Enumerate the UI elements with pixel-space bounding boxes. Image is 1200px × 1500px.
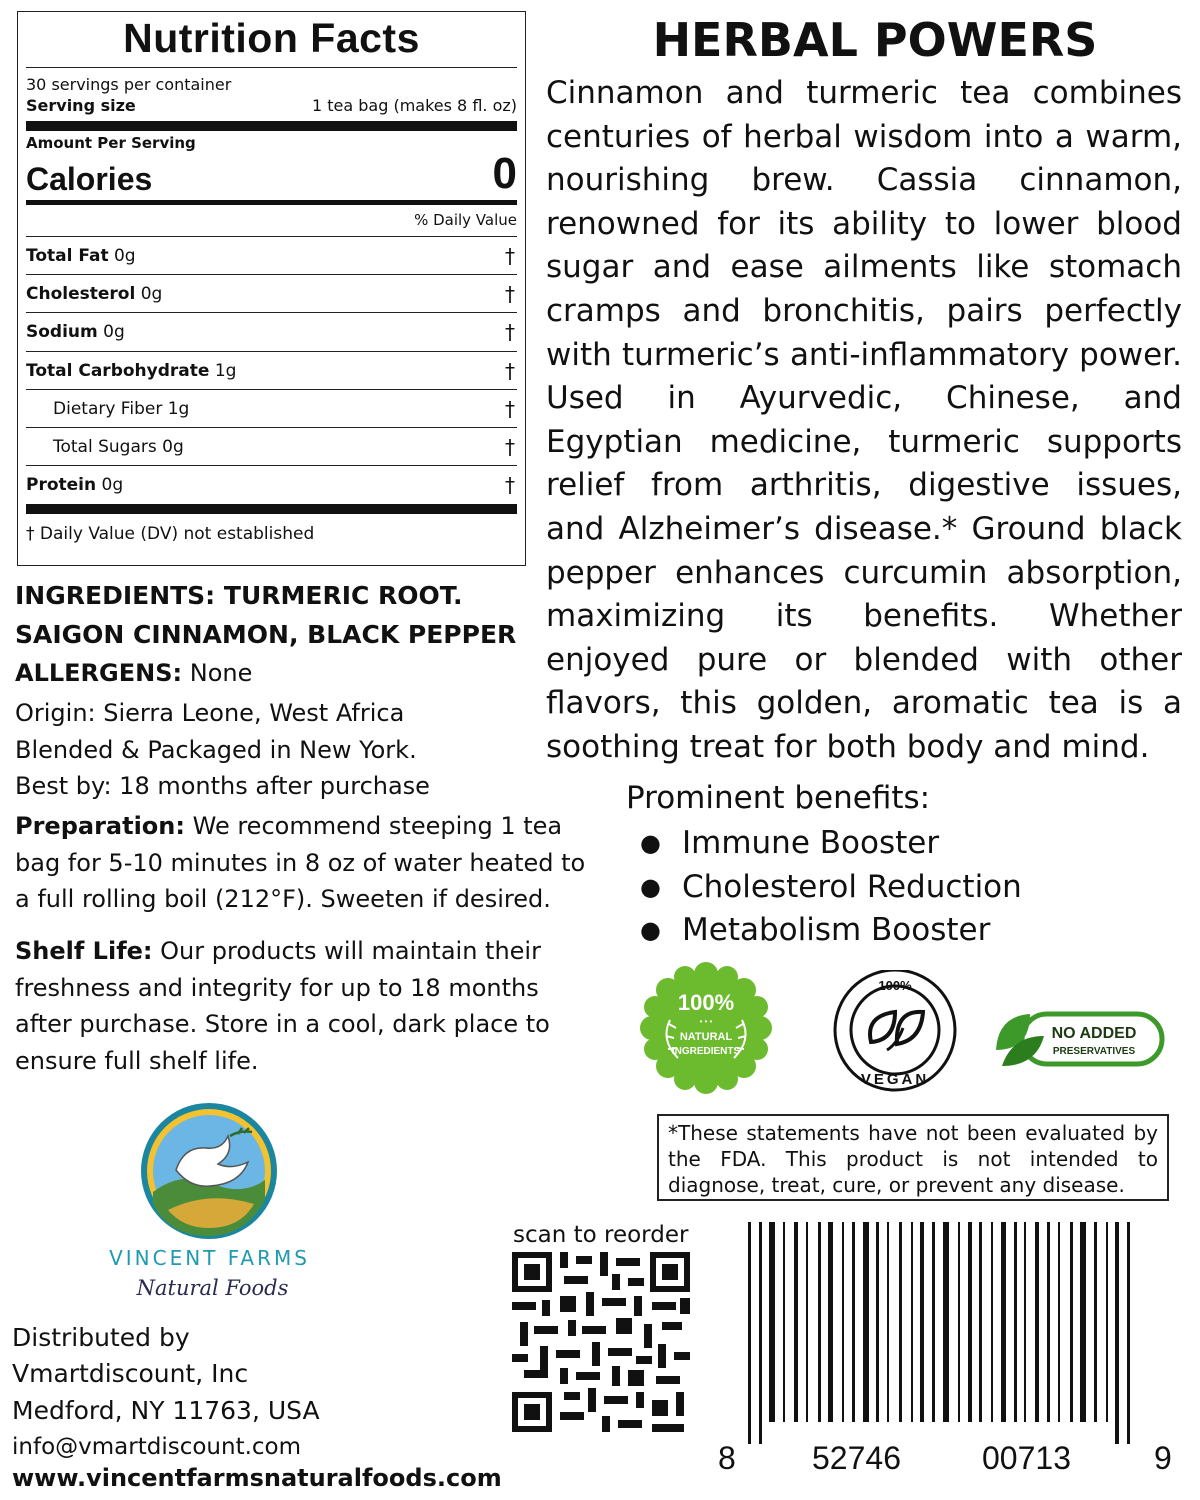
origin-info xyxy=(15,695,430,805)
nutrient-row xyxy=(26,313,517,351)
nutrient-dv: † xyxy=(505,434,515,459)
benefits-heading: Prominent benefits: xyxy=(626,780,931,816)
preservatives-badge-line1: NO ADDED xyxy=(1051,1025,1137,1042)
barcode-digit: 9 xyxy=(1154,1440,1172,1476)
natural-ingredients-badge-icon xyxy=(640,962,772,1094)
distributor-email[interactable]: info@vmartdiscount.com xyxy=(12,1434,302,1461)
shelf-life-text: ensure full shelf life. xyxy=(15,1046,259,1075)
nutrient-dv: † xyxy=(505,320,515,345)
calories-value: 0 xyxy=(492,149,517,198)
benefit-text: Cholesterol Reduction xyxy=(682,868,1022,905)
serving-size-label: Serving size xyxy=(26,96,136,115)
nutrient-name: Sodium xyxy=(26,322,98,343)
distributor-line: Medford, NY 11763, USA xyxy=(12,1395,320,1425)
bullet-icon: ● xyxy=(640,916,661,944)
nutrient-amount: 0g xyxy=(103,322,125,343)
servings-per-container: 30 servings per container xyxy=(26,75,232,94)
nutrient-row xyxy=(26,352,517,390)
distributor-line: Vmartdiscount, Inc xyxy=(12,1359,249,1389)
list-item xyxy=(640,866,1022,910)
nutrient-name: Cholesterol xyxy=(26,284,136,305)
preservatives-badge-line2: PRESERVATIVES xyxy=(1052,1046,1136,1057)
bullet-icon: ● xyxy=(640,829,661,857)
nutrient-name: Total Carbohydrate xyxy=(26,360,210,381)
nutrient-dv: † xyxy=(505,282,515,307)
list-item xyxy=(640,909,1022,953)
benefit-text: Metabolism Booster xyxy=(682,912,991,948)
nutrient-name: Dietary Fiber 1g xyxy=(53,398,190,419)
barcode-digit: 52746 xyxy=(812,1440,901,1476)
natural-badge-word2: INGREDIENTS xyxy=(671,1046,741,1057)
shelf-life-text: Our products will maintain their xyxy=(152,937,541,965)
herbal-powers-title: HERBAL POWERS xyxy=(652,13,1098,67)
herbal-powers-description: Cinnamon and turmeric tea combines centuries of herbal wisdom into a warm, nourishing brew. Cassia cinnamon, renowned for its ability to lower blood sugar and ease ailments like stomach cramps and bronchitis, pairs perfectly with turmeric’s anti-inflammatory power. Used in Ayurvedic, Chinese, and Egyptian medicine, turmeric supports relief from arthritis, digestive issues, and Alzheimer’s disease.* Ground black pepper enhances curcumin absorption, maximizing its benefits. Whether enjoyed pure or blended with other flavors, this golden, aromatic tea is a soothing treat for both body and mind. xyxy=(546,75,1182,765)
nutrient-name: Total Fat xyxy=(26,246,109,266)
distributor-info xyxy=(12,1320,320,1466)
nutrient-row xyxy=(26,466,517,504)
vegan-badge-percent: 100% xyxy=(878,978,912,993)
nutrient-amount: 1g xyxy=(214,360,237,381)
ingredients-line: SAIGON CINNAMON, BLACK PEPPER xyxy=(15,620,517,649)
nutrient-dv: † xyxy=(505,396,515,421)
allergens-label: ALLERGENS: xyxy=(15,659,183,687)
natural-badge-word: NATURAL xyxy=(679,1031,733,1043)
nutrient-dv: † xyxy=(505,473,515,498)
barcode-icon xyxy=(740,1222,1180,1444)
shelf-life-text: freshness and integrity for up to 18 months xyxy=(15,973,539,1002)
nutrient-name: Protein xyxy=(26,475,97,496)
barcode-digit: 00713 xyxy=(982,1440,1071,1476)
best-by-text: Best by: 18 months after purchase xyxy=(15,772,430,800)
nutrient-row xyxy=(26,428,517,466)
nutrient-name: Total Sugars 0g xyxy=(53,436,184,457)
benefit-text: Immune Booster xyxy=(682,825,940,861)
brand-name: VINCENT FARMS xyxy=(109,1246,310,1270)
thick-divider xyxy=(26,504,517,514)
serving-size-value: 1 tea bag (makes 8 fl. oz) xyxy=(311,96,517,115)
shelf-life-label: Shelf Life: xyxy=(15,937,153,965)
list-item xyxy=(640,822,1022,866)
scan-label: scan to reorder xyxy=(513,1222,689,1248)
nutrient-dv: † xyxy=(505,244,515,268)
nutrient-row xyxy=(26,237,517,275)
nutrient-amount: 0g xyxy=(140,284,163,305)
nutrient-dv: † xyxy=(505,358,515,383)
vincent-farms-logo xyxy=(138,1100,280,1242)
natural-badge-percent: 100% xyxy=(677,990,735,1015)
nutrient-row xyxy=(26,275,517,313)
benefits-list xyxy=(640,822,1022,953)
vegan-badge-word: VEGAN xyxy=(860,1071,930,1088)
calories-row xyxy=(26,149,517,198)
nutrient-amount: 0g xyxy=(113,246,136,266)
distributor-line: Distributed by xyxy=(12,1323,190,1352)
nutrient-amount: 0g xyxy=(101,475,124,496)
thick-divider xyxy=(26,121,517,131)
amount-per-serving: Amount Per Serving xyxy=(26,134,196,152)
bullet-icon: ● xyxy=(640,872,661,901)
preparation-label: Preparation: xyxy=(15,812,185,840)
fda-disclaimer: *These statements have not been evaluated by the FDA. This product is not intended to diagnose, treat, cure, or prevent any disease. xyxy=(657,1114,1169,1201)
website-link[interactable]: www.vincentfarmsnaturalfoods.com xyxy=(12,1464,502,1492)
no-preservatives-badge-icon xyxy=(992,1010,1166,1070)
qr-code-icon[interactable] xyxy=(512,1252,690,1432)
brand-tagline: Natural Foods xyxy=(136,1276,289,1300)
blended-text: Blended & Packaged in New York. xyxy=(15,735,417,764)
daily-value-header: % Daily Value xyxy=(26,205,517,237)
serving-size-row xyxy=(26,95,517,119)
nutrition-footnote: † Daily Value (DV) not established xyxy=(26,524,315,545)
preparation-text: We recommend steeping 1 tea xyxy=(184,812,563,840)
preparation-text: a full rolling boil (212°F). Sweeten if desired. xyxy=(15,885,551,913)
barcode-digit: 8 xyxy=(718,1440,736,1476)
shelf-life xyxy=(15,933,550,1079)
preparation-text: bag for 5-10 minutes in 8 oz of water heated to xyxy=(15,848,586,877)
ingredients xyxy=(15,576,516,654)
origin-text: Origin: Sierra Leone, West Africa xyxy=(15,699,405,727)
nutrition-title: Nutrition Facts xyxy=(26,12,517,68)
shelf-life-text: after purchase. Store in a cool, dark place to xyxy=(15,1010,550,1038)
allergens xyxy=(15,655,252,692)
nutrient-row xyxy=(26,390,517,428)
allergens-value: None xyxy=(182,659,253,687)
vegan-badge-icon xyxy=(831,970,959,1092)
svg-text:• • •: • • • xyxy=(699,1017,713,1026)
nutrition-facts-panel xyxy=(17,11,526,566)
preparation xyxy=(15,808,585,918)
ingredients-line: INGREDIENTS: TURMERIC ROOT. xyxy=(15,581,463,610)
calories-label: Calories xyxy=(26,161,153,197)
